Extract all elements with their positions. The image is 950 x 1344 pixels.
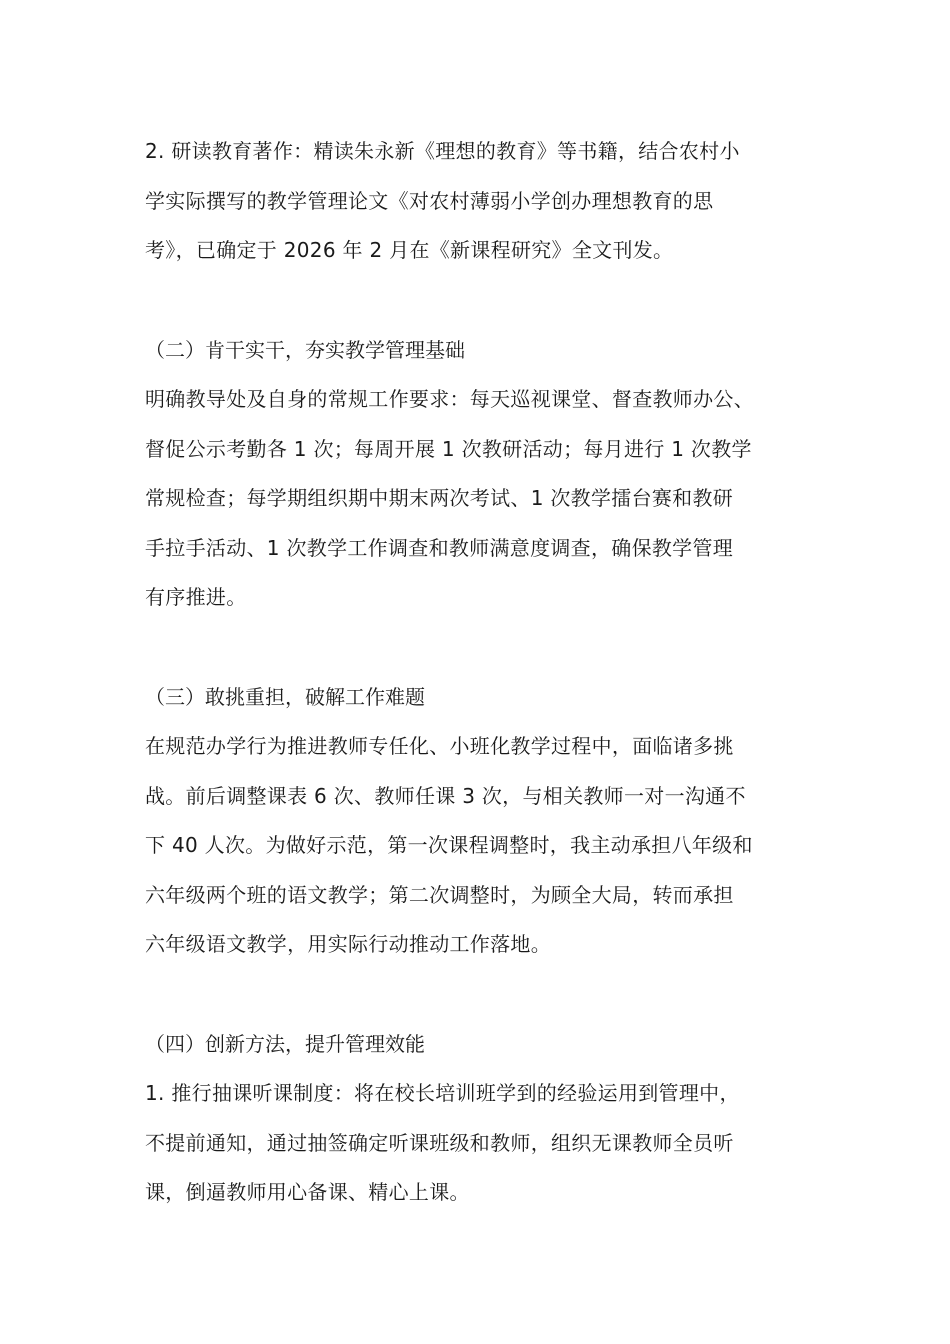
text-line: 手拉手活动、1 次教学工作调查和教师满意度调查，确保教学管理: [145, 535, 734, 560]
text-line: 下 40 人次。为做好示范，第一次课程调整时，我主动承担八年级和: [145, 833, 753, 857]
section-paragraph: [145, 1069, 820, 1218]
section-heading: （四）创新方法，提升管理效能: [145, 1031, 425, 1056]
text-line: 常规检查；每学期组织期中期末两次考试、1 次教学擂台赛和教研: [145, 486, 734, 510]
text-line: 六年级两个班的语文教学；第二次调整时，为顾全大局，转而承担: [145, 882, 734, 907]
text-line: 2. 研读教育著作：精读朱永新《理想的教育》等书籍，结合农村小: [145, 139, 740, 163]
text-line: 战。前后调整课表 6 次、教师任课 3 次，与相关教师一对一沟通不: [145, 783, 746, 808]
text-line: 考》，已确定于 2026 年 2 月在《新课程研究》全文刊发。: [145, 238, 674, 262]
text-line: 六年级语文教学，用实际行动推动工作落地。: [145, 932, 551, 956]
text-line: 明确教导处及自身的常规工作要求：每天巡视课堂、督查教师办公、: [145, 387, 754, 411]
section-paragraph: [145, 375, 820, 623]
text-line: 督促公示考勤各 1 次；每周开展 1 次教研活动；每月进行 1 次教学: [145, 436, 752, 461]
paragraph-research-works: [145, 127, 820, 276]
text-line: 1. 推行抽课听课制度：将在校长培训班学到的经验运用到管理中，: [145, 1081, 740, 1105]
section-4: [145, 1020, 820, 1218]
section-paragraph: [145, 722, 820, 970]
text-line: 课，倒逼教师用心备课、精心上课。: [145, 1180, 470, 1204]
text-line: 在规范办学行为推进教师专任化、小班化教学过程中，面临诸多挑: [145, 734, 734, 758]
document-body: [145, 127, 820, 1218]
section-3: [145, 673, 820, 970]
text-line: 不提前通知，通过抽签确定听课班级和教师，组织无课教师全员听: [145, 1130, 734, 1155]
section-heading: （二）肯干实干，夯实教学管理基础: [145, 337, 465, 362]
text-line: 有序推进。: [145, 585, 247, 609]
section-2: [145, 326, 820, 623]
text-line: 学实际撰写的教学管理论文《对农村薄弱小学创办理想教育的思: [145, 188, 714, 213]
section-heading: （三）敢挑重担，破解工作难题: [145, 684, 425, 709]
